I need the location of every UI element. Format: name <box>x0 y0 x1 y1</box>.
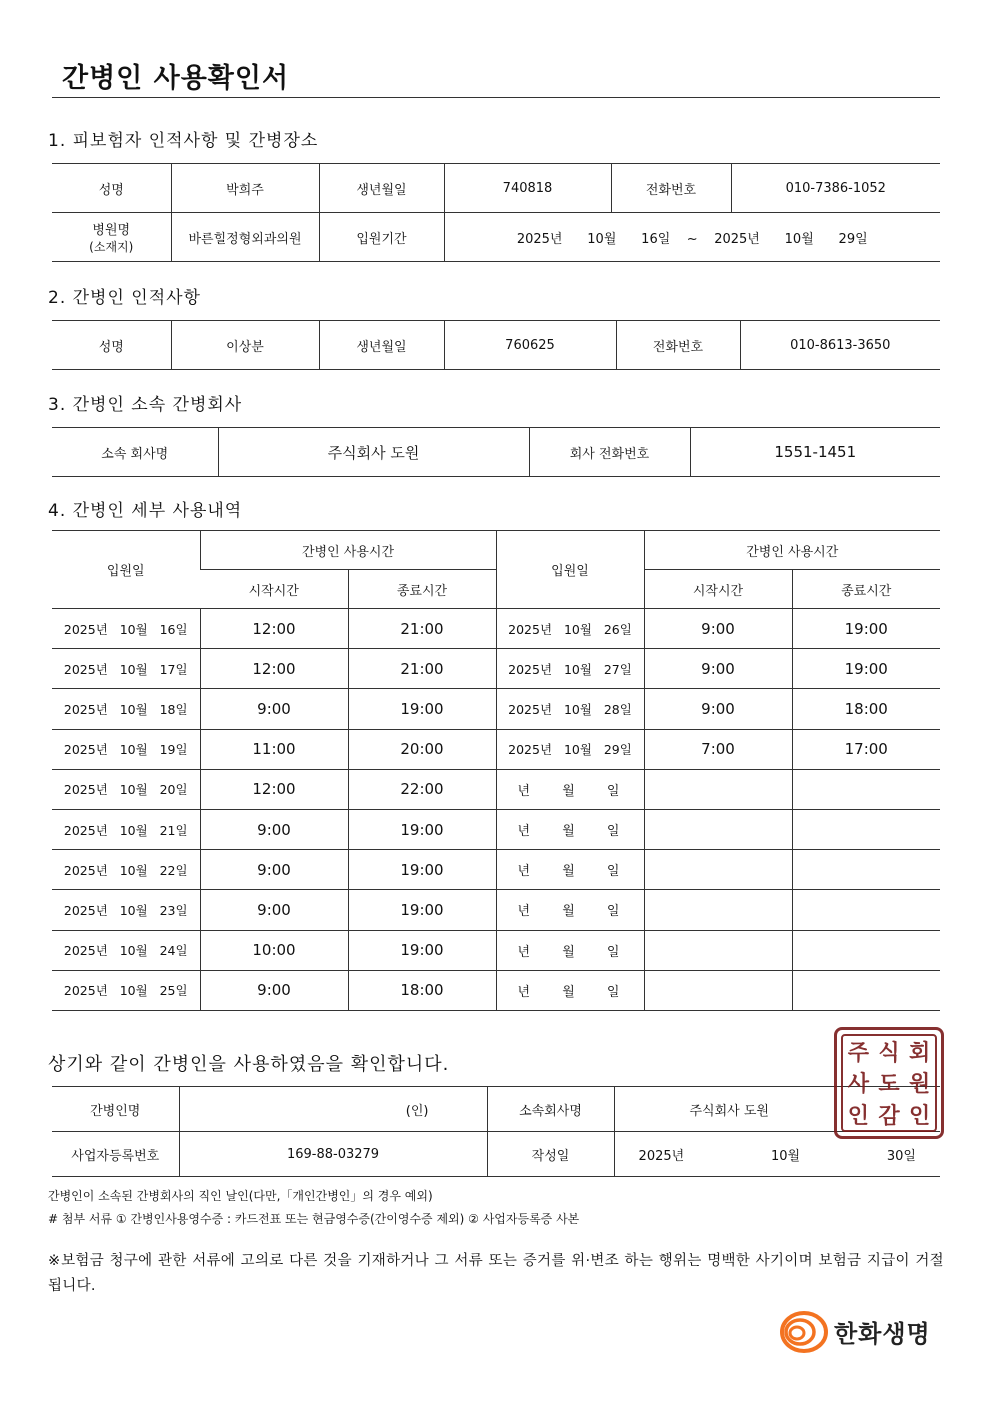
left-end-time: 19:00 <box>348 890 496 930</box>
right-end-time <box>792 930 940 970</box>
left-start-time: 9:00 <box>200 890 348 930</box>
right-start-time <box>644 930 792 970</box>
left-date: 2025년 10월 23일 <box>52 890 200 930</box>
period-label: 입원기간 <box>319 213 444 262</box>
usage-row <box>52 850 940 890</box>
left-start-time: 11:00 <box>200 729 348 769</box>
left-start-time: 9:00 <box>200 689 348 729</box>
left-start-time: 12:00 <box>200 609 348 649</box>
right-end-time: 17:00 <box>792 729 940 769</box>
section-2-heading: 2. 간병인 인적사항 <box>48 288 201 308</box>
caregiver-birth: 760625 <box>444 321 616 370</box>
right-date: 년 월 일 <box>496 809 644 849</box>
left-date: 2025년 10월 19일 <box>52 729 200 769</box>
right-start-time <box>644 970 792 1010</box>
left-end-time: 20:00 <box>348 729 496 769</box>
hospital-label-sub: (소재지) <box>89 240 134 254</box>
right-start-time <box>644 769 792 809</box>
right-start-time <box>644 850 792 890</box>
insured-name: 박희주 <box>171 164 319 213</box>
right-date: 2025년 10월 28일 <box>496 689 644 729</box>
left-end-time: 19:00 <box>348 930 496 970</box>
insured-name-label: 성명 <box>52 164 171 213</box>
hospital-label: 병원명 <box>92 223 131 238</box>
left-date: 2025년 10월 22일 <box>52 850 200 890</box>
insured-birth: 740818 <box>444 164 611 213</box>
seal-char: 회 <box>909 1040 931 1067</box>
right-date: 2025년 10월 27일 <box>496 649 644 689</box>
right-end-time: 19:00 <box>792 649 940 689</box>
usage-row <box>52 809 940 849</box>
right-time-header: 간병인 사용시간 <box>644 531 940 570</box>
left-start-time: 12:00 <box>200 769 348 809</box>
right-end-time <box>792 850 940 890</box>
usage-row <box>52 769 940 809</box>
caregiver-birth-label: 생년월일 <box>319 321 444 370</box>
right-end-time: 19:00 <box>792 609 940 649</box>
left-date-header: 입원일 <box>52 531 200 609</box>
left-start-time: 9:00 <box>200 970 348 1010</box>
bizno: 169-88-03279 <box>179 1132 487 1177</box>
right-start-header: 시작시간 <box>644 570 792 609</box>
company-seal-stamp <box>834 1027 944 1139</box>
left-end-time: 19:00 <box>348 689 496 729</box>
left-end-time: 21:00 <box>348 649 496 689</box>
seal-char: 사 <box>847 1071 869 1098</box>
right-start-time: 7:00 <box>644 729 792 769</box>
seal-char: 감 <box>878 1102 900 1129</box>
left-end-time: 19:00 <box>348 850 496 890</box>
usage-row <box>52 689 940 729</box>
left-date: 2025년 10월 25일 <box>52 970 200 1010</box>
left-date: 2025년 10월 21일 <box>52 809 200 849</box>
company-info-table <box>52 427 940 477</box>
right-date: 년 월 일 <box>496 769 644 809</box>
left-end-time: 19:00 <box>348 809 496 849</box>
attachment-note: # 첨부 서류 ① 간병인사용영수증 : 카드전표 또는 현금영수증(간이영수증 제외) ② 사업자등록증 사본 <box>48 1212 580 1226</box>
left-end-time: 22:00 <box>348 769 496 809</box>
written-date: 2025년 10월 30일 <box>614 1132 940 1177</box>
logo-text: 한화생명 <box>834 1319 931 1348</box>
left-start-header: 시작시간 <box>200 570 348 609</box>
right-start-time <box>644 890 792 930</box>
left-end-time: 18:00 <box>348 970 496 1010</box>
caregiver-name: 이상분 <box>171 321 319 370</box>
fraud-warning: ※보험금 청구에 관한 서류에 고의로 다른 것을 기재하거나 그 서류 또는 증거를 위·변조 하는 행위는 명백한 사기이며 보험금 지급이 거절됩니다. <box>48 1253 944 1294</box>
left-date: 2025년 10월 20일 <box>52 769 200 809</box>
seal-note: 간병인이 소속된 간병회사의 직인 날인(다만,「개인간병인」의 경우 예외) <box>48 1189 433 1203</box>
left-end-time: 21:00 <box>348 609 496 649</box>
right-date: 2025년 10월 26일 <box>496 609 644 649</box>
section-3-heading: 3. 간병인 소속 간병회사 <box>48 395 243 415</box>
insured-phone-label: 전화번호 <box>611 164 731 213</box>
seal-char: 인 <box>847 1102 869 1129</box>
right-start-time: 9:00 <box>644 689 792 729</box>
right-start-time <box>644 809 792 849</box>
left-time-header: 간병인 사용시간 <box>200 531 496 570</box>
title-divider <box>52 97 940 98</box>
caregiver-phone-label: 전화번호 <box>616 321 740 370</box>
caregiver-name-label: 성명 <box>52 321 171 370</box>
seal-char: 도 <box>878 1071 900 1098</box>
left-start-time: 9:00 <box>200 809 348 849</box>
usage-row <box>52 930 940 970</box>
section-1-heading: 1. 피보험자 인적사항 및 간병장소 <box>48 131 319 151</box>
left-date: 2025년 10월 17일 <box>52 649 200 689</box>
left-start-time: 10:00 <box>200 930 348 970</box>
right-start-time: 9:00 <box>644 609 792 649</box>
right-end-time <box>792 809 940 849</box>
caregiver-phone: 010-8613-3650 <box>740 321 940 370</box>
right-date: 년 월 일 <box>496 970 644 1010</box>
left-start-time: 9:00 <box>200 850 348 890</box>
right-date: 2025년 10월 29일 <box>496 729 644 769</box>
right-date: 년 월 일 <box>496 850 644 890</box>
company-logo <box>778 1308 931 1354</box>
section-4-heading: 4. 간병인 세부 사용내역 <box>48 501 243 521</box>
usage-row <box>52 649 940 689</box>
seal-char: 인 <box>909 1102 931 1129</box>
usage-row <box>52 970 940 1010</box>
written-date-label: 작성일 <box>487 1132 614 1177</box>
seal-inner-border <box>841 1034 937 1132</box>
bizno-label: 사업자등록번호 <box>52 1132 179 1177</box>
company-name: 주식회사 도원 <box>218 428 529 477</box>
left-date: 2025년 10월 16일 <box>52 609 200 649</box>
right-end-time <box>792 970 940 1010</box>
sign-company-name: 주식회사 도원 <box>614 1087 940 1132</box>
usage-row <box>52 729 940 769</box>
caregiver-seal-mark: (인) <box>179 1087 487 1132</box>
left-date: 2025년 10월 18일 <box>52 689 200 729</box>
right-end-header: 종료시간 <box>792 570 940 609</box>
right-date: 년 월 일 <box>496 930 644 970</box>
seal-char: 원 <box>909 1071 931 1098</box>
left-date: 2025년 10월 24일 <box>52 930 200 970</box>
left-start-time: 12:00 <box>200 649 348 689</box>
caregiver-sign-label: 간병인명 <box>52 1087 179 1132</box>
insured-phone: 010-7386-1052 <box>731 164 940 213</box>
company-name-label: 소속 회사명 <box>52 428 218 477</box>
usage-detail-table <box>52 530 940 1011</box>
right-end-time <box>792 769 940 809</box>
insured-birth-label: 생년월일 <box>319 164 444 213</box>
sign-company-label: 소속회사명 <box>487 1087 614 1132</box>
seal-char: 주 <box>847 1040 869 1067</box>
insured-info-table <box>52 163 940 262</box>
document-title: 간병인 사용확인서 <box>62 63 290 94</box>
hospitalization-period: 2025년 10월 16일 ~ 2025년 10월 29일 <box>444 213 940 262</box>
right-date-header: 입원일 <box>496 531 644 609</box>
hanwha-logo-icon <box>778 1308 828 1354</box>
usage-row <box>52 609 940 649</box>
left-end-header: 종료시간 <box>348 570 496 609</box>
seal-char: 식 <box>878 1040 900 1067</box>
company-phone-label: 회사 전화번호 <box>529 428 690 477</box>
company-phone: 1551-1451 <box>690 428 940 477</box>
right-start-time: 9:00 <box>644 649 792 689</box>
confirm-statement: 상기와 같이 간병인을 사용하였음을 확인합니다. <box>48 1054 450 1075</box>
right-date: 년 월 일 <box>496 890 644 930</box>
caregiver-info-table <box>52 320 940 370</box>
hospital-label-cell <box>52 213 171 262</box>
right-end-time: 18:00 <box>792 689 940 729</box>
usage-row <box>52 890 940 930</box>
hospital-name: 바른힐정형외과의원 <box>171 213 319 262</box>
right-end-time <box>792 890 940 930</box>
signature-table <box>52 1086 940 1177</box>
